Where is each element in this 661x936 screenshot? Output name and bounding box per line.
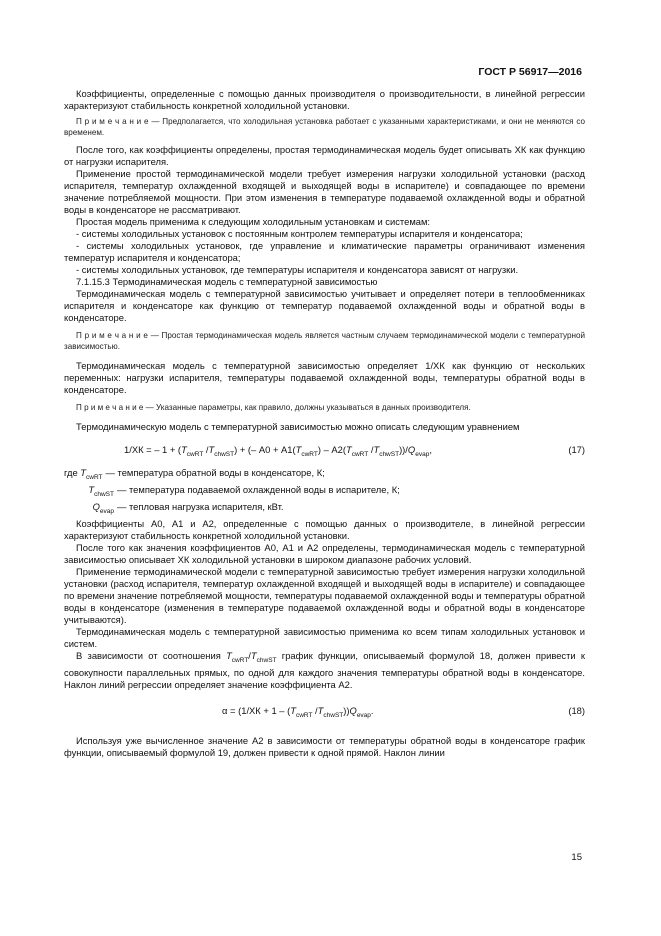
paragraph: Применение термодинамической модели с температурной зависимостью требует измерения нагрузки холодильной установки (расход испарителя, температур охлажденной входящей и выходящей воды в испарителе) и совпадающее по времени значение потребляемой мощности, температуры подаваемой охлажденной воды и температуры обратной воды в конденсаторе (изменения в температуре подаваемой охлажденной воды и обратной воды в конденсаторе учитываются). <box>64 565 585 626</box>
formula-18-number: (18) <box>568 705 585 717</box>
paragraph: Термодинамическую модель с температурной зависимостью можно описать следующим уравнением <box>76 420 520 432</box>
definition-row: где $T_{cwRT}$ — температура обратной воды в конденсаторе, К; <box>64 466 325 481</box>
standard-header: ГОСТ Р 56917—2016 <box>478 66 582 78</box>
page-content <box>64 88 585 759</box>
paragraph: Используя уже вычисленное значение А2 в зависимости от температуры обратной воды в конденсаторе график функции, описываемый формулой 19, должен привести к одной прямой. Наклон линии <box>64 735 585 759</box>
formula-17-expression: 1/ХК = – $1 + (T_{cwRT}$ $/T_{chwST}$) + (– $А0 + А1(T_{cwRT}) - А2(T_{cwRT}$ $/T_{chwST}))/Q_{evap}$, <box>124 443 432 458</box>
definitions <box>64 467 585 518</box>
note: П р и м е ч а н и е — Простая термодинамическая модель является частным случаем термодинамической модели с температурной зависимостью. <box>64 331 585 352</box>
formula-18 <box>64 705 585 719</box>
paragraph: После того, как коэффициенты определены, простая термодинамическая модель будет описывать ХК как функцию от нагрузки испарителя. <box>64 143 585 167</box>
paragraph: Коэффициенты, определенные с помощью данных производителя о производительности, в линейной регрессии характеризуют стабильность конкретной холодильной установки. <box>64 88 585 112</box>
definition-row: $T_{chwST}$ — температура подаваемой охлажденной воды в испарителе, К; <box>88 483 400 498</box>
paragraph: Термодинамическая модель с температурной зависимостью учитывает и определяет потери в теплообменниках испарителя и конденсаторе как функцию от температур подаваемой охлажденной воды и обратной воды в конденсаторе. <box>64 288 585 324</box>
paragraph: Термодинамическая модель с температурной зависимостью определяет 1/ХК как функцию от нескольких переменных: нагрузки испарителя, температуры подаваемой охлажденной воды, температуры обратной воды в конденсаторе. <box>64 359 585 396</box>
paragraph: Термодинамическая модель с температурной зависимостью применима ко всем типам холодильных установок и систем. <box>64 626 585 650</box>
note: П р и м е ч а н и е — Указанные параметры, как правило, должны указываться в данных производителя. <box>76 403 471 413</box>
paragraph: Коэффициенты А0, А1 и А2, определенные с помощью данных о производителе, в линейной регрессии характеризуют стабильность конкретной холодильной установки. <box>64 517 585 541</box>
formula-17-number: (17) <box>568 443 585 455</box>
definition-row: $Q_{evap}$ — тепловая нагрузка испарителя, кВт. <box>92 500 284 515</box>
paragraph: Применение простой термодинамической модели требует измерения нагрузки холодильной установки (расход испарителя, температур охлажденной входящей и выходящей воды в испарителе) и совпадающее по времени значение потребляемой мощности. При этом изменения в температуре подаваемой охлажденной воды и обратной воды в конденсаторе не рассматривают. <box>64 167 585 215</box>
note: П р и м е ч а н и е — Предполагается, что холодильная установка работает с указанными характеристиками, и они не меняются со временем. <box>64 117 585 137</box>
list-item: - системы холодильных установок, где температуры испарителя и конденсатора зависят от нагрузки. <box>76 264 519 276</box>
formula-17 <box>64 444 585 458</box>
list-item: - системы холодильных установок с постоянным контролем температуры испарителя и конденсатора; <box>76 228 523 240</box>
paragraph: В зависимости от соотношения $T_{cwRT}/T_{chwST}$ график функции, описываемый формулой 18, должен привести к совокупности параллельных прямых, по одной для каждого значения температуры обратной воды в конденсаторе. Наклон линий регрессии определяет значение коэффициента А2. <box>64 650 585 691</box>
paragraph: Простая модель применима к следующим холодильным установкам и системам: <box>76 215 431 227</box>
formula-18-expression: $\alpha = (1/ХК + 1 - (T_{cwRT}$ $/T_{chwST}))Q_{evap}$. <box>222 705 374 720</box>
paragraph: После того как значения коэффициентов А0, А1 и А2 определены, термодинамическая модель с температурной зависимостью описывает ХК холодильной установки в широком диапазоне рабочих условий. <box>64 541 585 565</box>
page-number: 15 <box>571 852 582 863</box>
list-item: - системы холодильных установок, где управление и климатические параметры ограничивают изменения температур испарителя и конденсатора; <box>64 240 585 264</box>
section-heading: 7.1.15.3 Термодинамическая модель с температурной зависимостью <box>76 276 378 288</box>
